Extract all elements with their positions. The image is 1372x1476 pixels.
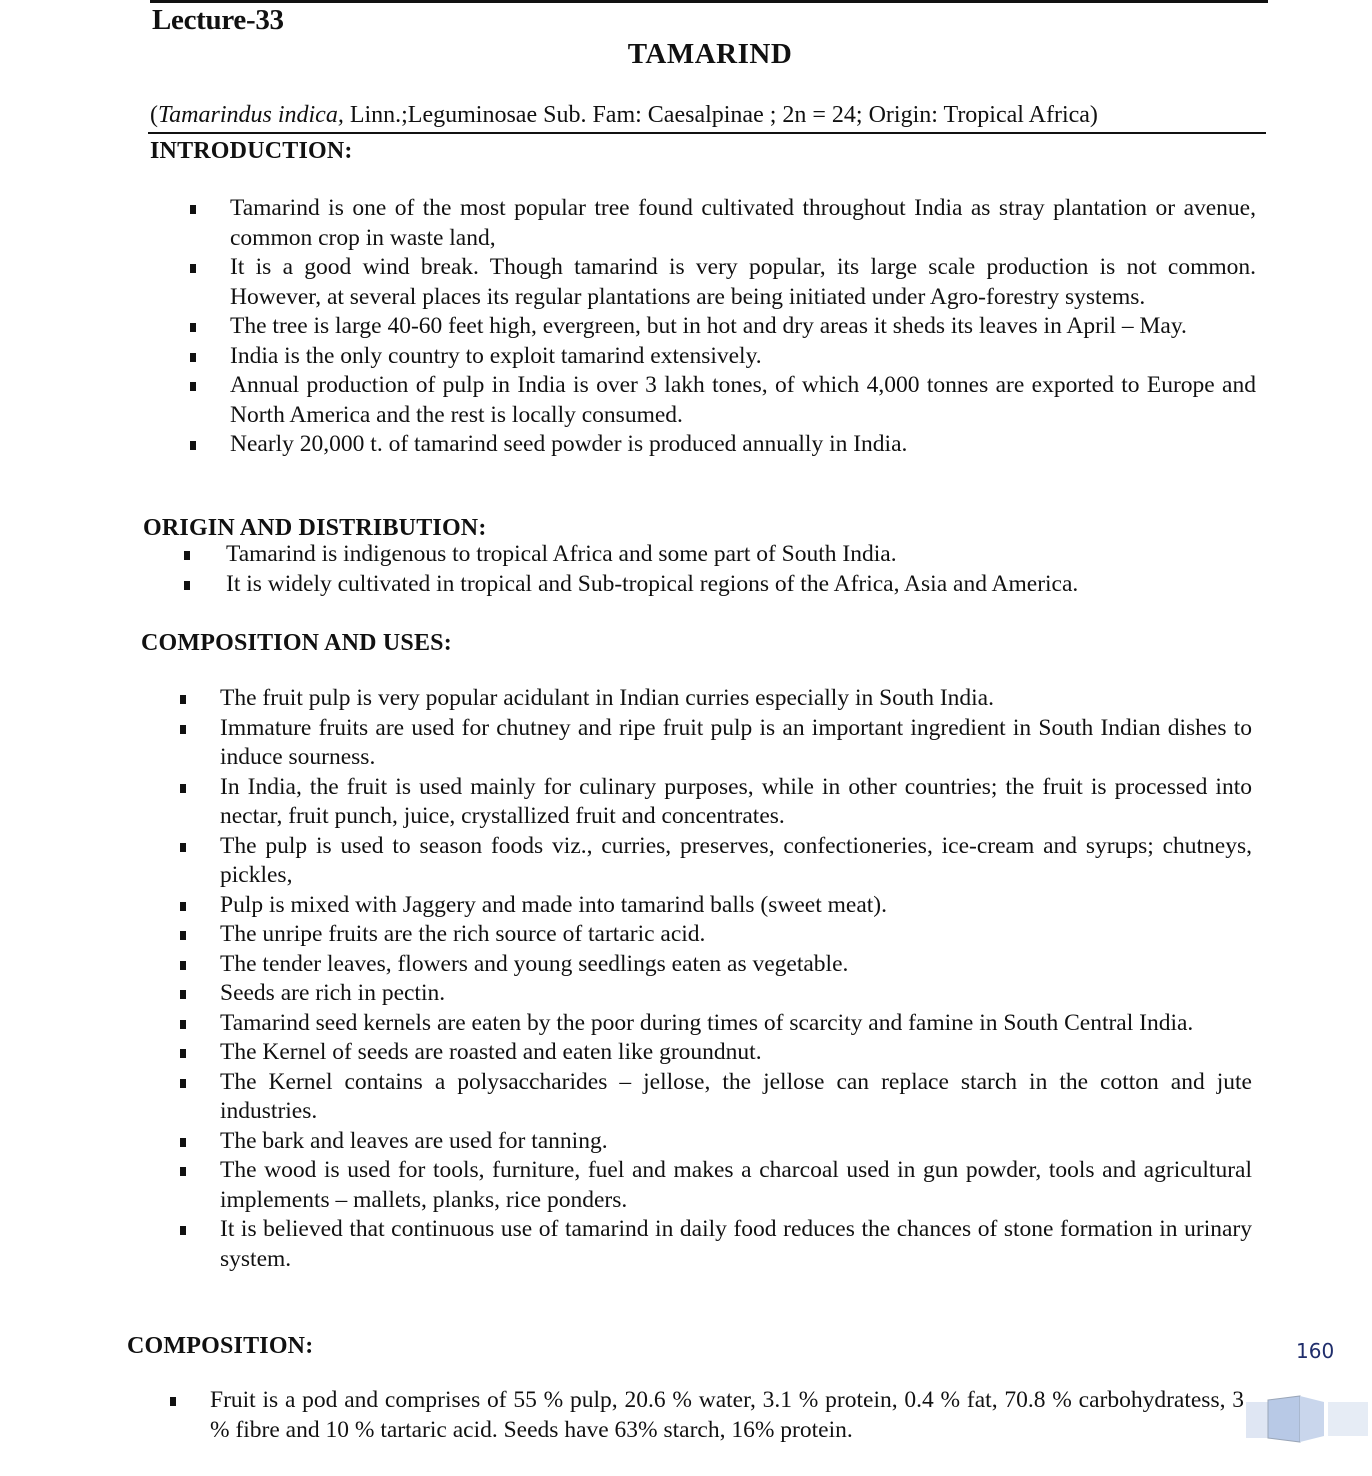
list-item-text: The Kernel contains a polysaccharides – jellose, the jellose can replace starch in the cotton and jute industries.	[220, 1068, 1252, 1124]
uses-list-item	[220, 1009, 1252, 1039]
introduction-list-item	[230, 371, 1256, 430]
list-item-text: Fruit is a pod and comprises of 55 % pulp, 20.6 % water, 3.1 % protein, 0.4 % fat, 70.8 % carbohydratess, 3 % fibre and 10 % tartaric acid. Seeds have 63% starch, 16% protein.	[210, 1387, 1244, 1443]
uses-list-item	[220, 1127, 1252, 1157]
square-bullet-icon	[190, 441, 196, 450]
square-bullet-icon	[180, 902, 186, 911]
uses-list-item	[220, 920, 1252, 950]
square-bullet-icon	[180, 1167, 186, 1176]
uses-list-item	[220, 950, 1252, 980]
list-item-text: The pulp is used to season foods viz., curries, preserves, confectioneries, ice-cream and syrups; chutneys, pickles,	[220, 832, 1252, 888]
top-rule	[150, 0, 1268, 3]
composition-list	[210, 1386, 1244, 1445]
list-item-text: It is widely cultivated in tropical and Sub-tropical regions of the Africa, Asia and America.	[226, 570, 1079, 597]
list-item-text: The bark and leaves are used for tanning.	[220, 1127, 608, 1154]
square-bullet-icon	[190, 353, 196, 362]
square-bullet-icon	[180, 695, 186, 704]
composition-heading: COMPOSITION:	[127, 1333, 314, 1359]
square-bullet-icon	[184, 581, 190, 590]
list-item-text: The tender leaves, flowers and young seedlings eaten as vegetable.	[220, 950, 849, 977]
uses-list-item	[220, 773, 1252, 832]
square-bullet-icon	[180, 931, 186, 940]
list-item-text: Annual production of pulp in India is over 3 lakh tones, of which 4,000 tonnes are exported to Europe and North America and the rest is locally consumed.	[230, 372, 1256, 428]
square-bullet-icon	[170, 1397, 176, 1406]
square-bullet-icon	[180, 1079, 186, 1088]
list-item-text: Tamarind is one of the most popular tree found cultivated throughout India as stray plantation or avenue, common crop in waste land,	[230, 195, 1256, 251]
uses-list-item	[220, 1038, 1252, 1068]
uses-heading: COMPOSITION AND USES:	[141, 630, 452, 656]
list-item-text: India is the only country to exploit tamarind extensively.	[230, 342, 762, 369]
square-bullet-icon	[180, 1226, 186, 1235]
composition-list-item	[210, 1386, 1244, 1445]
square-bullet-icon	[180, 1049, 186, 1058]
deco-panel-left	[1246, 1402, 1268, 1438]
square-bullet-icon	[180, 843, 186, 852]
introduction-list-item	[230, 430, 1256, 460]
taxonomy-line	[150, 102, 1098, 129]
square-bullet-icon	[180, 990, 186, 999]
square-bullet-icon	[180, 1020, 186, 1029]
list-item-text: The unripe fruits are the rich source of tartaric acid.	[220, 921, 706, 947]
deco-panel-mid	[1268, 1396, 1300, 1442]
list-item-text: It is a good wind break. Though tamarind is very popular, its large scale production is not common. However, at several places its regular plantations are being initiated under Agro-forestry systems.	[230, 254, 1256, 310]
uses-list-item	[220, 832, 1252, 891]
list-item-text: Tamarind is indigenous to tropical Africa and some part of South India.	[226, 541, 897, 567]
introduction-list-item	[230, 194, 1256, 253]
square-bullet-icon	[190, 323, 196, 332]
square-bullet-icon	[180, 961, 186, 970]
origin-list-item	[226, 570, 1256, 600]
introduction-heading: INTRODUCTION:	[150, 138, 353, 164]
deco-panel-far	[1328, 1402, 1368, 1436]
list-item-text: The tree is large 40-60 feet high, evergreen, but in hot and dry areas it sheds its leaves in April – May.	[230, 313, 1187, 339]
page-number: 160	[1296, 1339, 1335, 1363]
list-item-text: The wood is used for tools, furniture, fuel and makes a charcoal used in gun powder, tools and agricultural implements – mallets, planks, rice ponders.	[220, 1157, 1252, 1213]
origin-list	[226, 540, 1256, 599]
square-bullet-icon	[190, 264, 196, 273]
uses-list-item	[220, 1068, 1252, 1127]
introduction-list-item	[230, 253, 1256, 312]
taxonomy-open-paren: (	[150, 102, 158, 128]
introduction-list-item	[230, 312, 1256, 342]
list-item-text: Seeds are rich in pectin.	[220, 980, 446, 1006]
origin-list-item	[226, 540, 1256, 570]
square-bullet-icon	[190, 382, 196, 391]
uses-list	[220, 684, 1252, 1274]
square-bullet-icon	[184, 551, 190, 560]
list-item-text: The fruit pulp is very popular acidulant in Indian curries especially in South India.	[220, 685, 994, 711]
list-item-text: The Kernel of seeds are roasted and eaten like groundnut.	[220, 1039, 762, 1065]
taxonomy-details: Linn.;Leguminosae Sub. Fam: Caesalpinae ; 2n = 24; Origin: Tropical Africa)	[343, 102, 1098, 128]
origin-heading: ORIGIN AND DISTRIBUTION:	[143, 515, 487, 541]
uses-list-item	[220, 891, 1252, 921]
square-bullet-icon	[180, 784, 186, 793]
list-item-text: It is believed that continuous use of tamarind in daily food reduces the chances of stone formation in urinary system.	[220, 1216, 1252, 1272]
uses-list-item	[220, 1156, 1252, 1215]
page-corner-decoration-icon	[1244, 1394, 1372, 1444]
scientific-name: Tamarindus indica,	[158, 102, 344, 128]
uses-list-item	[220, 979, 1252, 1009]
square-bullet-icon	[190, 205, 196, 214]
list-item-text: Tamarind seed kernels are eaten by the poor during times of scarcity and famine in South Central India.	[220, 1009, 1194, 1036]
taxonomy-rule	[148, 132, 1266, 134]
deco-panel-right	[1300, 1396, 1324, 1442]
uses-list-item	[220, 714, 1252, 773]
list-item-text: Immature fruits are used for chutney and ripe fruit pulp is an important ingredient in South Indian dishes to induce sourness.	[220, 714, 1252, 770]
uses-list-item	[220, 684, 1252, 714]
square-bullet-icon	[180, 1138, 186, 1147]
page-title: TAMARIND	[627, 38, 793, 70]
list-item-text: In India, the fruit is used mainly for culinary purposes, while in other countries; the fruit is processed into nectar, fruit punch, juice, crystallized fruit and concentrates.	[220, 773, 1252, 829]
lecture-number: Lecture-33	[152, 4, 284, 36]
uses-list-item	[220, 1215, 1252, 1274]
list-item-text: Nearly 20,000 t. of tamarind seed powder is produced annually in India.	[230, 431, 908, 457]
introduction-list	[230, 194, 1256, 460]
list-item-text: Pulp is mixed with Jaggery and made into tamarind balls (sweet meat).	[220, 891, 887, 918]
introduction-list-item	[230, 342, 1256, 372]
square-bullet-icon	[180, 725, 186, 734]
